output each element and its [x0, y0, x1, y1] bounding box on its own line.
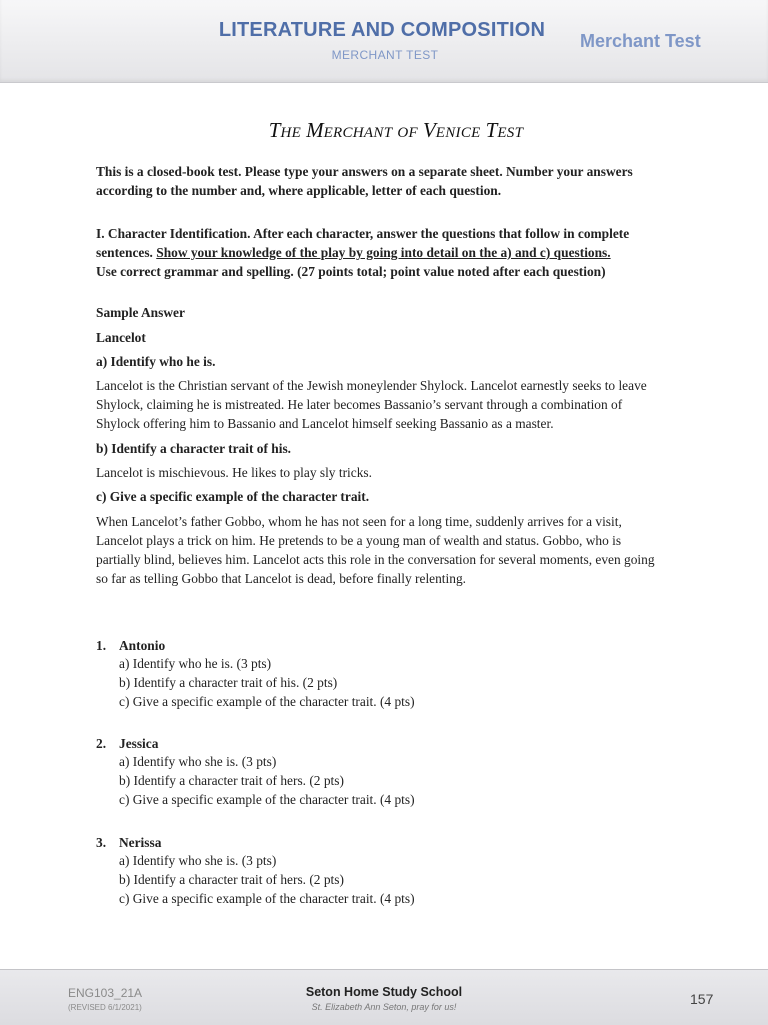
- course-title-part2: COMPOSITION: [400, 19, 546, 41]
- sample-character-name: Lancelot: [96, 330, 146, 345]
- question-part-b: b) Identify a character trait of his. (2 pts): [119, 675, 338, 690]
- section-line-text: sentences.: [96, 245, 157, 260]
- question-part-c: c) Give a specific example of the character trait. (4 pts): [119, 891, 415, 906]
- test-title: [0, 118, 768, 143]
- section-line: I. Character Identification. After each character, answer the questions that follow in complete: [96, 226, 630, 241]
- revision-date: (REVISED 6/1/2021): [68, 1003, 142, 1012]
- title-letter: M: [306, 118, 324, 142]
- title-word: EST: [497, 125, 524, 141]
- question-number: 2.: [96, 736, 107, 751]
- answer-line: partially blind, believes him. Lancelot acts this role in the conversation for several moments, even going: [96, 552, 655, 567]
- test-instructions: [96, 162, 686, 200]
- answer-line: When Lancelot’s father Gobbo, whom he has not seen for a long time, suddenly arrives for a visit,: [96, 514, 622, 529]
- title-word: ERCHANT: [323, 125, 393, 141]
- question-part-c: c) Give a specific example of the character trait. (4 pts): [119, 792, 415, 807]
- question-part-b: b) Identify a character trait of hers. (2 pts): [119, 773, 344, 788]
- question-number: 3.: [96, 835, 107, 850]
- section-line-emphasis: Show your knowledge of the play by going into detail on the a) and c) questions.: [156, 245, 611, 260]
- school-motto: St. Elizabeth Ann Seton, pray for us!: [311, 1002, 457, 1012]
- answer-line: Lancelot is the Christian servant of the Jewish moneylender Shylock. Lancelot earnestly seeks to leave: [96, 378, 647, 393]
- instruction-line: according to the number and, where applicable, letter of each question.: [96, 183, 502, 198]
- answer-line: Lancelot plays a trick on him. He pretends to be a young man of wealth and status. Gobbo, who is: [96, 533, 622, 548]
- sample-answer-a: [96, 376, 686, 433]
- question-part-a: a) Identify who he is. (3 pts): [119, 656, 272, 671]
- answer-line: so far as telling Gobbo that Lancelot is dead, before finally relenting.: [96, 571, 466, 586]
- page-footer: [0, 969, 768, 1025]
- question-part-b: b) Identify a character trait of hers. (2 pts): [119, 872, 344, 887]
- question-character: Jessica: [119, 736, 159, 751]
- title-letter: V: [422, 118, 436, 142]
- section-line: [96, 243, 686, 262]
- question-character: Antonio: [119, 638, 166, 653]
- title-word: HE: [280, 125, 302, 141]
- question-part-a: a) Identify who she is. (3 pts): [119, 853, 277, 868]
- answer-line: Shylock, claiming he is mistreated. He later becomes Bassanio’s servant through a combination of: [96, 397, 623, 412]
- sample-heading: Sample Answer: [96, 305, 185, 320]
- question-number: 1.: [96, 638, 107, 653]
- title-word: OF: [397, 125, 418, 141]
- sample-question-a: a) Identify who he is.: [96, 354, 216, 369]
- section-heading: [96, 224, 686, 281]
- title-letter: T: [268, 118, 281, 142]
- sample-answer-b: Lancelot is mischievous. He likes to play sly tricks.: [96, 465, 372, 480]
- sample-question-b: b) Identify a character trait of his.: [96, 441, 292, 456]
- title-word: ENICE: [435, 125, 481, 141]
- answer-line: Shylock offering him to Bassanio and Lancelot himself seeking Bassanio as a master.: [96, 416, 554, 431]
- page-number: 157: [690, 991, 714, 1007]
- question-part-a: a) Identify who she is. (3 pts): [119, 754, 277, 769]
- question-character: Nerissa: [119, 835, 162, 850]
- section-tag: Merchant Test: [580, 31, 701, 51]
- title-letter: T: [485, 118, 498, 142]
- course-code: ENG103_21A: [68, 986, 143, 1000]
- school-name: Seton Home Study School: [305, 985, 463, 999]
- sample-answer-c: [96, 512, 686, 588]
- course-title-part1: LITERATURE AND: [218, 19, 395, 41]
- sample-question-c: c) Give a specific example of the character trait.: [96, 489, 370, 504]
- section-line: Use correct grammar and spelling. (27 points total; point value noted after each question): [96, 264, 606, 279]
- page-header: [0, 0, 768, 83]
- question-part-c: c) Give a specific example of the character trait. (4 pts): [119, 694, 415, 709]
- instruction-line: This is a closed-book test. Please type your answers on a separate sheet. Number your answers: [96, 164, 633, 179]
- course-subtitle: MERCHANT TEST: [331, 48, 439, 62]
